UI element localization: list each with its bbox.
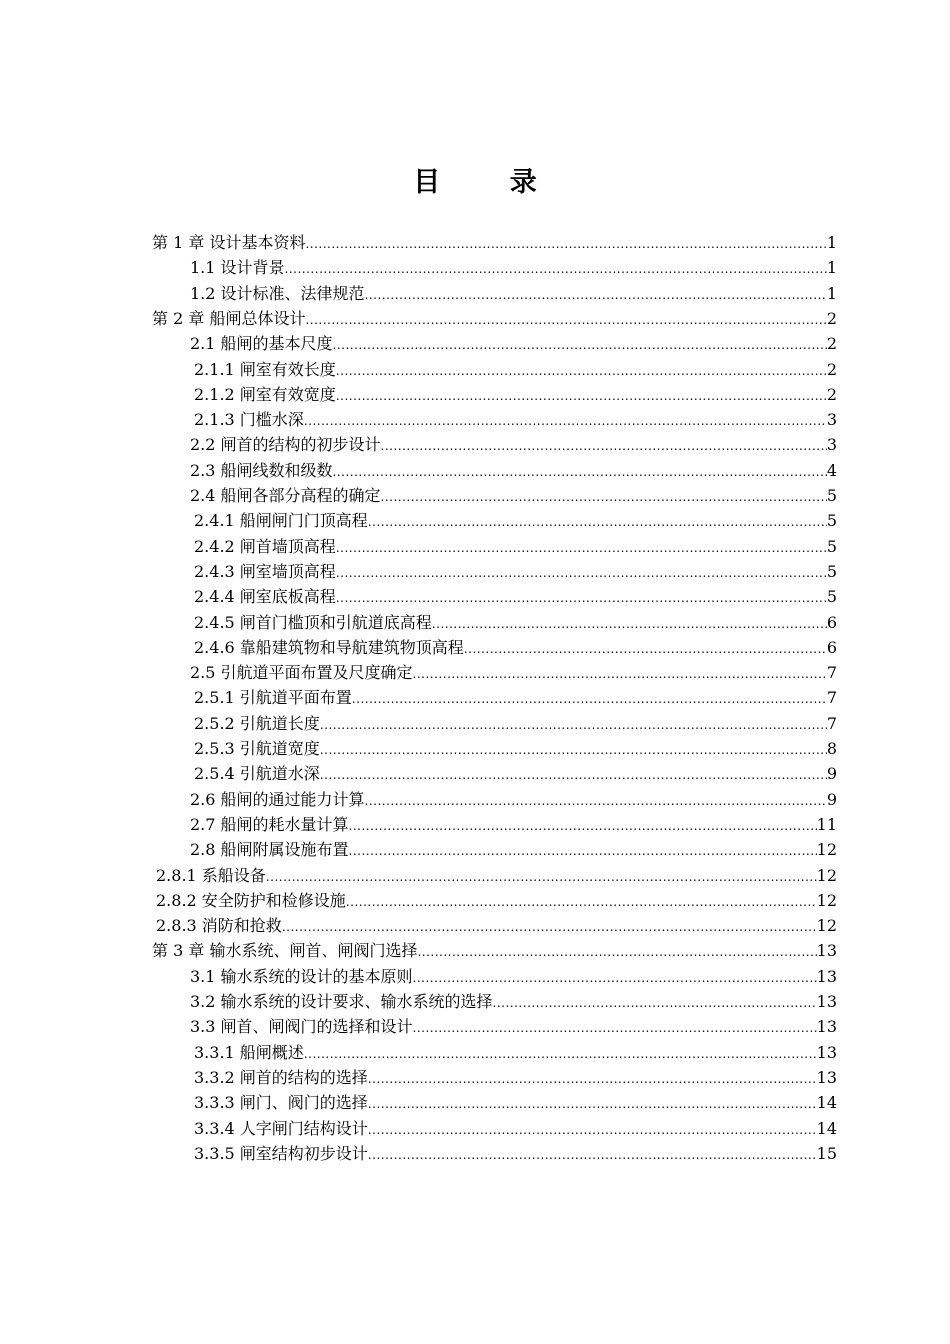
toc-entry-page-number: 6 — [826, 612, 837, 632]
toc-dot-leader — [349, 814, 817, 837]
toc-dot-leader — [336, 384, 827, 407]
toc-entry-page-number: 14 — [816, 1093, 837, 1113]
toc-entry[interactable] — [190, 660, 837, 685]
toc-entry-label: 3.1 输水系统的设计的基本原则 — [190, 966, 413, 986]
toc-entry-label: 3.3.4 人字闸门结构设计 — [194, 1118, 368, 1138]
toc-dot-leader — [381, 434, 827, 457]
toc-entry[interactable] — [190, 837, 837, 862]
toc-entry-page-number: 9 — [826, 789, 837, 809]
toc-entry-page-number: 5 — [826, 511, 837, 531]
toc-dot-leader — [320, 738, 827, 761]
toc-entry[interactable] — [152, 938, 837, 963]
toc-entry-label: 2.4.3 闸室墙顶高程 — [194, 561, 336, 581]
toc-entry-page-number: 12 — [816, 840, 837, 860]
toc-entry-label: 2.5 引航道平面布置及尺度确定 — [190, 663, 413, 683]
toc-entry-page-number: 13 — [816, 1067, 837, 1087]
toc-entry-label: 2.5.3 引航道宽度 — [194, 739, 320, 758]
toc-dot-leader — [266, 865, 817, 888]
toc-entry-page-number: 13 — [816, 1017, 837, 1037]
toc-entry[interactable] — [190, 483, 837, 508]
toc-entry[interactable] — [194, 1116, 837, 1141]
toc-entry-page-number: 13 — [816, 1042, 837, 1062]
toc-dot-leader — [368, 510, 827, 533]
toc-entry-page-number: 2 — [826, 334, 837, 354]
toc-entry-label: 2.5.2 引航道长度 — [194, 713, 320, 733]
toc-entry[interactable] — [194, 382, 837, 407]
toc-entry[interactable] — [194, 685, 837, 710]
toc-dot-leader — [432, 612, 827, 635]
toc-entry[interactable] — [194, 761, 837, 786]
toc-entry-label: 2.4.2 闸首墙顶高程 — [194, 536, 336, 556]
toc-dot-leader — [333, 333, 827, 356]
toc-entry-label: 2.2 闸首的结构的初步设计 — [190, 435, 381, 455]
toc-entry-page-number: 13 — [816, 992, 837, 1011]
toc-entry[interactable] — [156, 913, 837, 938]
toc-entry-page-number: 13 — [816, 966, 837, 986]
toc-dot-leader — [413, 966, 817, 989]
toc-entry-label: 2.4.6 靠船建筑物和导航建筑物顶高程 — [194, 637, 464, 657]
toc-entry[interactable] — [194, 1090, 837, 1115]
toc-entry[interactable] — [190, 812, 837, 837]
toc-entry-page-number: 12 — [816, 916, 837, 936]
toc-dot-leader — [368, 1143, 817, 1166]
toc-entry-label: 2.1.1 闸室有效长度 — [194, 359, 336, 379]
toc-entry[interactable] — [190, 281, 837, 306]
toc-dot-leader — [282, 915, 817, 938]
toc-entry-page-number: 5 — [826, 561, 837, 581]
toc-dot-leader — [336, 586, 827, 609]
toc-dot-leader — [413, 1016, 817, 1039]
toc-dot-leader — [336, 561, 827, 584]
toc-entry-label: 2.4.4 闸室底板高程 — [194, 587, 336, 607]
toc-entry[interactable] — [190, 989, 837, 1014]
toc-entry-label: 第 2 章 船闸总体设计 — [152, 308, 306, 328]
toc-entry-page-number: 14 — [816, 1118, 837, 1138]
toc-dot-leader — [305, 232, 826, 255]
toc-dot-leader — [368, 1092, 817, 1115]
toc-entry-label: 3.3.5 闸室结构初步设计 — [194, 1143, 368, 1163]
toc-dot-leader — [352, 687, 827, 710]
toc-entry-page-number: 8 — [826, 739, 837, 758]
toc-entry[interactable] — [190, 458, 837, 483]
toc-entry-label: 3.3 闸首、闸阀门的选择和设计 — [190, 1017, 413, 1037]
toc-entry-page-number: 1 — [826, 258, 837, 278]
toc-dot-leader — [304, 1042, 817, 1065]
toc-dot-leader — [368, 1118, 817, 1141]
toc-entry[interactable] — [190, 787, 837, 812]
toc-entry-page-number: 11 — [816, 814, 837, 834]
toc-entry-page-number: 3 — [826, 410, 837, 430]
toc-dot-leader — [417, 940, 816, 963]
toc-entry-label: 1.1 设计背景 — [190, 258, 285, 278]
toc-entry-page-number: 1 — [826, 233, 837, 252]
toc-dot-leader — [336, 536, 827, 559]
toc-entry-page-number: 12 — [816, 865, 837, 885]
toc-entry-page-number: 3 — [826, 435, 837, 455]
toc-dot-leader — [320, 763, 827, 786]
toc-entry-page-number: 7 — [826, 688, 837, 708]
toc-dot-leader — [365, 789, 827, 812]
toc-entry[interactable] — [156, 863, 837, 888]
toc-entry-label: 2.8.1 系船设备 — [156, 865, 266, 885]
toc-entry-page-number: 5 — [826, 486, 837, 505]
toc-entry-label: 2.3 船闸线数和级数 — [190, 460, 333, 480]
toc-entry-page-number: 1 — [826, 283, 837, 303]
toc-entry-page-number: 5 — [826, 536, 837, 556]
toc-dot-leader — [346, 890, 817, 913]
toc-dot-leader — [349, 839, 817, 862]
toc-entry-label: 3.3.3 闸门、阀门的选择 — [194, 1093, 368, 1113]
toc-entry-label: 2.1.2 闸室有效宽度 — [194, 384, 336, 404]
toc-dot-leader — [305, 308, 826, 331]
toc-entry-label: 第 1 章 设计基本资料 — [152, 233, 306, 252]
toc-entry-label: 2.8.2 安全防护和检修设施 — [156, 890, 346, 910]
toc-entry-label: 2.4 船闸各部分高程的确定 — [190, 486, 381, 505]
toc-entry-label: 第 3 章 输水系统、闸首、闸阀门选择 — [152, 941, 418, 961]
toc-entry[interactable] — [194, 407, 837, 432]
toc-entry[interactable] — [194, 1065, 837, 1090]
toc-entry[interactable] — [194, 610, 837, 635]
toc-entry-label: 2.1 船闸的基本尺度 — [190, 334, 333, 354]
toc-entry[interactable] — [194, 1141, 837, 1166]
toc-entry[interactable] — [194, 711, 837, 736]
toc-entry-label: 2.5.1 引航道平面布置 — [194, 688, 352, 708]
toc-entry-label: 1.2 设计标准、法律规范 — [190, 283, 365, 303]
toc-entry-page-number: 9 — [826, 764, 837, 784]
toc-entry-label: 2.5.4 引航道水深 — [194, 764, 320, 784]
toc-dot-leader — [304, 409, 827, 432]
toc-entry-page-number: 2 — [826, 384, 837, 404]
toc-dot-leader — [368, 1067, 817, 1090]
toc-entry[interactable] — [152, 306, 837, 331]
toc-entry[interactable] — [190, 255, 837, 280]
toc-entry-label: 2.4.5 闸首门槛顶和引航道底高程 — [194, 612, 432, 632]
toc-entry-page-number: 7 — [826, 663, 837, 683]
toc-entry-page-number: 2 — [826, 308, 837, 328]
toc-entry-label: 3.3.1 船闸概述 — [194, 1042, 304, 1062]
toc-dot-leader — [285, 257, 827, 280]
toc-dot-leader — [320, 713, 827, 736]
toc-dot-leader — [464, 637, 827, 660]
toc-entry[interactable] — [194, 635, 837, 660]
toc-entry[interactable] — [156, 888, 837, 913]
toc-entry-label: 3.3.2 闸首的结构的选择 — [194, 1067, 368, 1087]
toc-entry[interactable] — [194, 357, 837, 382]
toc-entry[interactable] — [194, 584, 837, 609]
page-title: 目 录 — [413, 167, 567, 198]
toc-entry[interactable] — [190, 331, 837, 356]
toc-entry-label: 2.8 船闸附属设施布置 — [190, 840, 349, 860]
toc-dot-leader — [413, 662, 827, 685]
toc-entry[interactable] — [194, 534, 837, 559]
toc-entry-page-number: 2 — [826, 359, 837, 379]
toc-entry-label: 2.7 船闸的耗水量计算 — [190, 814, 349, 834]
toc-entry-page-number: 5 — [826, 587, 837, 607]
toc-entry-label: 2.8.3 消防和抢救 — [156, 916, 282, 936]
toc-dot-leader — [336, 359, 827, 382]
toc-entry-label: 3.2 输水系统的设计要求、输水系统的选择 — [190, 992, 493, 1011]
toc-entry-label: 2.4.1 船闸闸门门顶高程 — [194, 511, 368, 531]
toc-entry[interactable] — [194, 508, 837, 533]
toc-entry-page-number: 13 — [816, 941, 837, 961]
toc-dot-leader — [381, 485, 827, 508]
toc-entry-page-number: 4 — [826, 460, 837, 480]
toc-dot-leader — [493, 991, 817, 1014]
toc-entry[interactable] — [190, 432, 837, 457]
toc-entry[interactable] — [194, 1040, 837, 1065]
toc-entry[interactable] — [190, 1014, 837, 1039]
toc-entry-page-number: 6 — [826, 637, 837, 657]
toc-entry-label: 2.1.3 门槛水深 — [194, 410, 304, 430]
toc-entry[interactable] — [194, 559, 837, 584]
toc-entry[interactable] — [152, 230, 837, 255]
toc-entry[interactable] — [190, 964, 837, 989]
toc-entry[interactable] — [194, 736, 837, 761]
toc-entry-page-number: 15 — [816, 1143, 837, 1163]
toc-dot-leader — [365, 283, 827, 306]
toc-entry-page-number: 7 — [826, 713, 837, 733]
toc-entry-page-number: 12 — [816, 890, 837, 910]
toc-dot-leader — [333, 460, 827, 483]
toc-entry-label: 2.6 船闸的通过能力计算 — [190, 789, 365, 809]
